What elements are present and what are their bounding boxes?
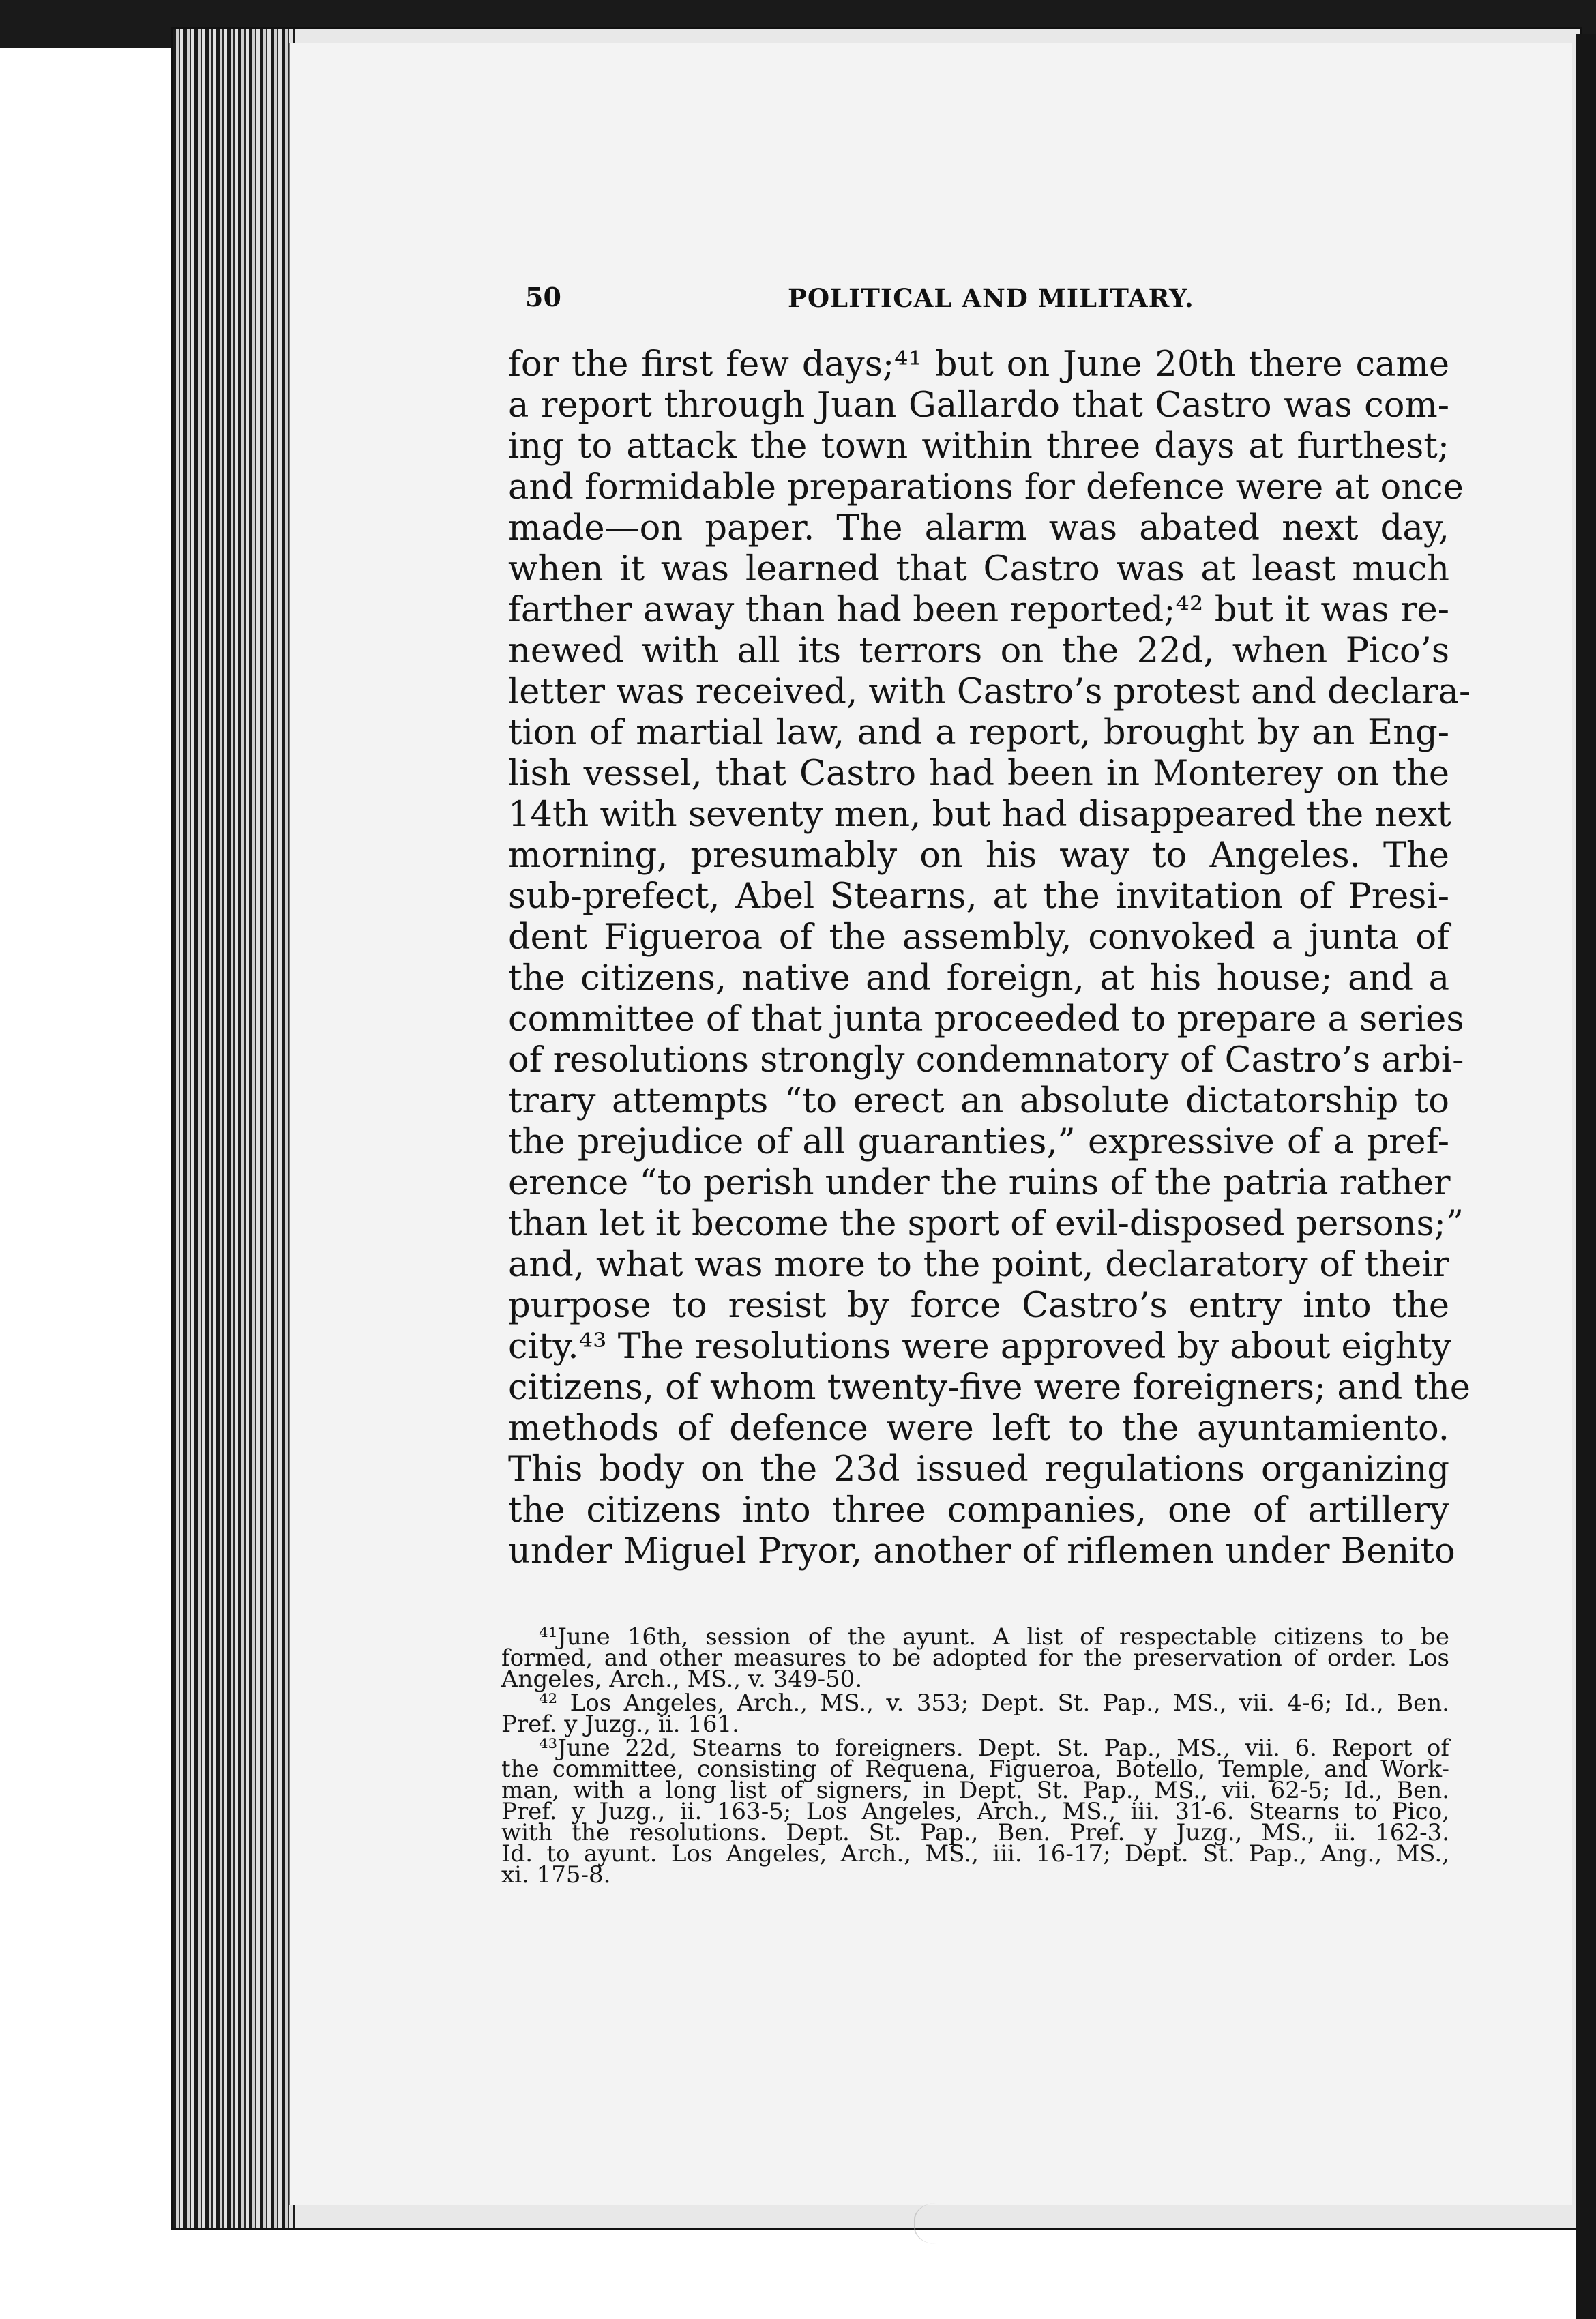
footnote-line: xi. 175-8. [501,1861,611,1889]
scanner-right-edge [1576,34,1596,2319]
footnote-line: Pref. y Juzg., ii. 161. [501,1711,739,1738]
body-line: farther away than had been reported;⁴² but it was re- [508,590,1449,630]
footnotes [501,1623,1449,1889]
body-line: of resolutions strongly condemnatory of Castro’s arbi- [508,1040,1464,1080]
body-line: than let it become the sport of evil-disposed persons;” [508,1204,1464,1244]
footnote-41 [501,1623,1449,1693]
body-line: the citizens, native and foreign, at his house; and a [508,958,1449,999]
body-line: under Miguel Pryor, another of riflemen under Benito [508,1531,1455,1571]
paper-mark [914,2203,970,2244]
body-line: committee of that junta proceeded to prepare a series [508,999,1464,1039]
body-line: newed with all its terrors on the 22d, when Pico’s [508,631,1449,671]
body-line: tion of martial law, and a report, brought by an Eng- [508,713,1449,753]
running-head [525,282,1446,323]
body-line: dent Figueroa of the assembly, convoked a junta of [508,917,1449,958]
footnote-line: with the resolutions. Dept. St. Pap., Ben. Pref. y Juzg., MS., ii. 162-3. [501,1819,1449,1846]
footnote-line: Pref. y Juzg., ii. 163-5; Los Angeles, Arch., MS., iii. 31-6. Stearns to Pico, [501,1798,1449,1825]
footnote-line: the committee, consisting of Requena, Figueroa, Botello, Temple, and Work- [501,1756,1449,1783]
footnote-line: ⁴³June 22d, Stearns to foreigners. Dept. St. Pap., MS., vii. 6. Report of [539,1734,1449,1762]
body-line: and formidable preparations for defence were at once [508,467,1464,507]
body-line: erence “to perish under the ruins of the patria rather [508,1163,1451,1203]
body-line: for the first few days;⁴¹ but on June 20th there came [508,344,1449,385]
body-line: 14th with seventy men, but had disappeared the next [508,795,1451,835]
footnote-42 [501,1689,1449,1738]
body-line: sub-prefect, Abel Stearns, at the invitation of Presi- [508,876,1449,917]
body-line: morning, presumably on his way to Angeles. The [508,836,1449,876]
footnote-line: ⁴¹June 16th, session of the ayunt. A list of respectable citizens to be [539,1623,1449,1651]
body-line: city.⁴³ The resolutions were approved by about eighty [508,1327,1451,1367]
body-line: lish vessel, that Castro had been in Monterey on the [508,754,1449,794]
body-text [508,344,1471,1572]
page-edges [173,29,295,2228]
footnote-line: ⁴² Los Angeles, Arch., MS., v. 353; Dept. St. Pap., MS., vii. 4-6; Id., Ben. [539,1689,1449,1717]
body-line: citizens, of whom twenty-five were foreigners; and the [508,1368,1471,1408]
body-line: trary attempts “to erect an absolute dictatorship to [508,1081,1449,1121]
footnote-line: Angeles, Arch., MS., v. 349-50. [501,1666,863,1693]
body-line: the citizens into three companies, one of artillery [508,1490,1449,1531]
footnote-line: Id. to ayunt. Los Angeles, Arch., MS., iii. 16-17; Dept. St. Pap., Ang., MS., [501,1840,1449,1867]
body-line: and, what was more to the point, declaratory of their [508,1245,1449,1285]
body-line: methods of defence were left to the ayuntamiento. [508,1408,1449,1449]
footnote-line: formed, and other measures to be adopted for the preservation of order. Los [501,1644,1449,1672]
running-title: POLITICAL AND MILITARY. [788,283,1194,313]
body-line: letter was received, with Castro’s protest and declara- [508,672,1471,712]
body-line: a report through Juan Gallardo that Castro was com- [508,385,1449,426]
body-line: the prejudice of all guaranties,” expressive of a pref- [508,1122,1449,1162]
body-line: This body on the 23d issued regulations organizing [508,1449,1449,1490]
body-line: when it was learned that Castro was at least much [508,549,1449,589]
footnote-43 [501,1734,1449,1889]
footnote-line: man, with a long list of signers, in Dept. St. Pap., MS., vii. 62-5; Id., Ben. [501,1777,1449,1804]
page-number: 50 [525,282,561,312]
body-line: ing to attack the town within three days at furthest; [508,426,1449,467]
body-line: purpose to resist by force Castro’s entry into the [508,1286,1449,1326]
body-line: made—on paper. The alarm was abated next day, [508,508,1449,548]
